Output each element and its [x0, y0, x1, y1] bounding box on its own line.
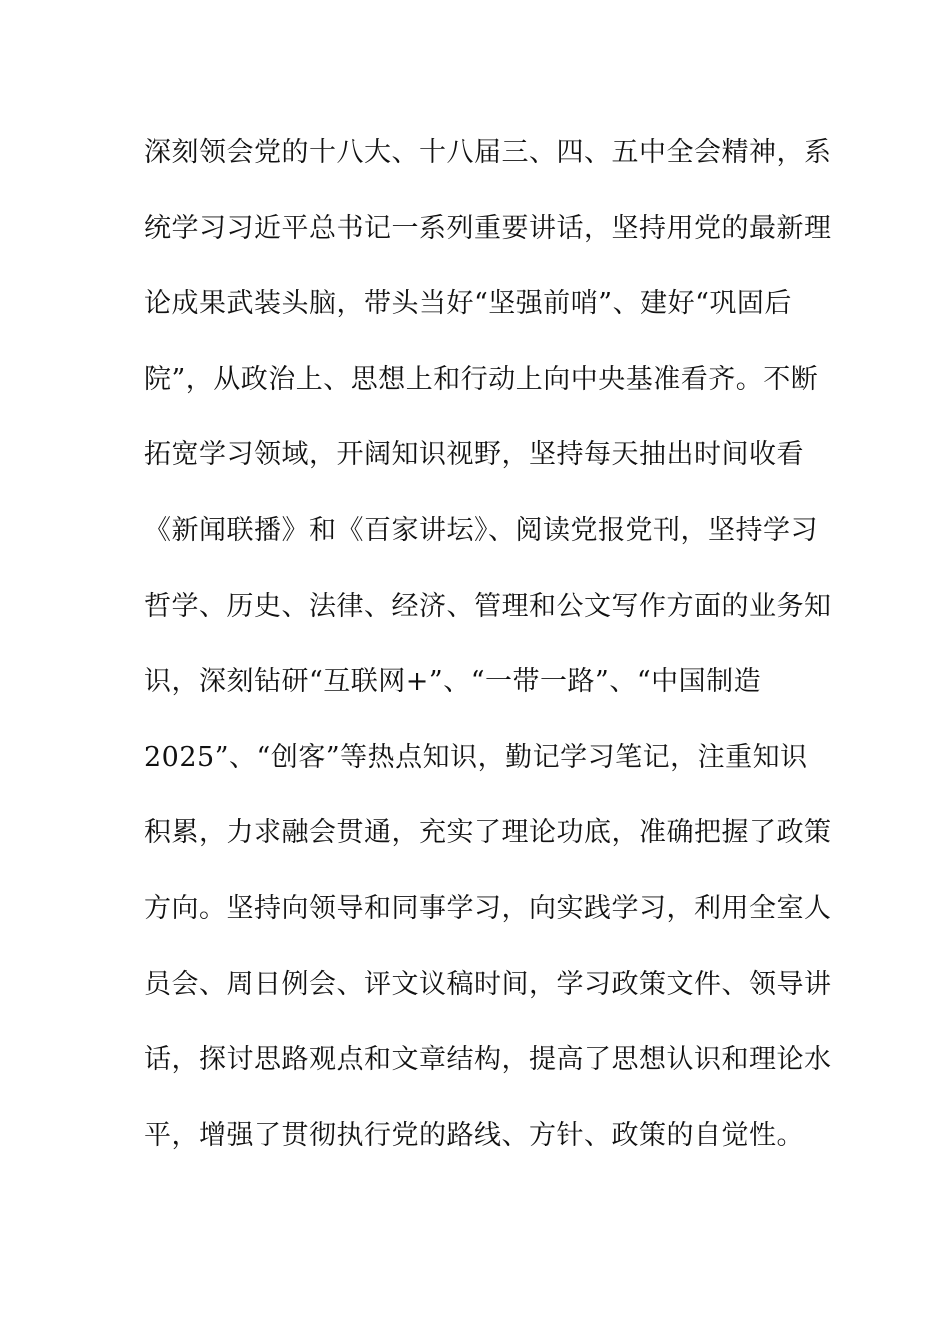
paragraph-line: 拓宽学习领域，开阔知识视野，坚持每天抽出时间收看	[144, 439, 804, 471]
paragraph-line: 积累，力求融会贯通，充实了理论功底，准确把握了政策	[144, 817, 832, 849]
paragraph-line: 话，探讨思路观点和文章结构，提高了思想认识和理论水	[144, 1044, 832, 1076]
paragraph-line: 深刻领会党的十八大、十八届三、四、五中全会精神，系	[144, 137, 832, 168]
body-paragraph	[144, 131, 832, 1189]
paragraph-line: 论成果武装头脑，带头当好“坚强前哨”、建好“巩固后	[144, 288, 792, 320]
paragraph-line: 《新闻联播》和《百家讲坛》、阅读党报党刊，坚持学习	[144, 514, 818, 546]
paragraph-line: 统学习习近平总书记一系列重要讲话，坚持用党的最新理	[144, 212, 832, 244]
paragraph-line: 识，深刻钻研“互联网+”、“一带一路”、“中国制造	[144, 666, 762, 698]
paragraph-line: 员会、周日例会、评文议稿时间，学习政策文件、领导讲	[144, 968, 832, 1000]
paragraph-line: 方向。坚持向领导和同事学习，向实践学习，利用全室人	[144, 892, 832, 924]
paragraph-line: 平，增强了贯彻执行党的路线、方针、政策的自觉性。	[144, 1119, 804, 1151]
paragraph-line: 院”，从政治上、思想上和行动上向中央基准看齐。不断	[144, 363, 819, 395]
paragraph-line: 哲学、历史、法律、经济、管理和公文写作方面的业务知	[144, 590, 832, 622]
paragraph-line: 2025”、“创客”等热点知识，勤记学习笔记，注重知识	[144, 741, 808, 773]
